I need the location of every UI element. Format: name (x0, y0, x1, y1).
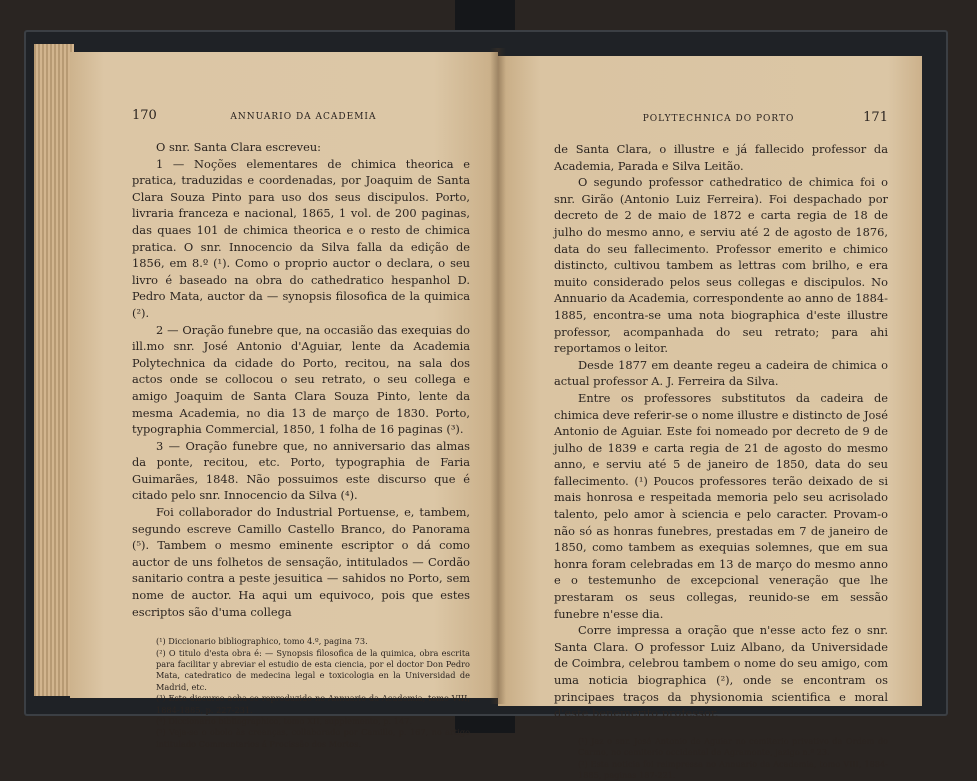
right-running-head: POLYTECHNICA DO PORTO (642, 114, 795, 124)
footnote: (⁴) Diccionario bibliographico, tomo XII, supplemento, p. 147. (156, 716, 412, 727)
paragraph: Corre impressa a oração que n'esse acto fez o snr. Santa Clara. O professor Luiz Albano, da Universidade de Coimbra, celebrou tambem o nome do seu amigo, com uma noticia biographica (²), onde se encontram os principaes traços da physionomia scientifica e moral d'este benemerito professor. (554, 623, 888, 721)
paragraph: 1 — Noções elementares de chimica theorica e pratica, traduzidas e coordenadas, por Joaquim de Santa Clara Souza Pinto para uso dos seus discipulos. Porto, livraria franceza e nacional, 1865, 1 vol. de 200 paginas, das quaes 101 de chimica theorica e o resto de chimica pratica. O snr. Innocencio da Silva falla da edição de 1856, em 8.º (¹). Como o proprio auctor o declara, o seu livro é baseado na obra do cathedratico hespanhol D. Pedro Mata, auctor da — synopsis filosofica de la quimica (²). (132, 156, 470, 320)
footnote: (²) Esta noticia foi reimpressa no Annuario da Academia, tomo VIII, 1884-1885, paginas 187-221. (578, 758, 888, 780)
paragraph: Entre os professores substitutos da cadeira de chimica deve referir-se o nome illustre e distincto de José Antonio de Aguiar. Este foi nomeado por decreto de 9 de julho de 1839 e carta regia de 21 de agosto do mesmo anno, e serviu até 5 de janeiro de 1850, data do seu fallecimento. (¹) Poucos professores terão deixado de si mais honrosa e respeitada memoria pelo seu acrisolado talento, pelo amor à sciencia e pelo caracter. Provam-o não só as honras funebres, prestadas em 7 de janeiro de 1850, como tambem as exequias solemnes, que em sua honra foram celebradas em 13 de março do mesmo anno e o testemunho de excepcional veneração que lhe prestaram os seus collegas, reunido-se em sessão funebre n'esse dia. (554, 390, 888, 621)
paragraph: Foi collaborador do Industrial Portuense, e, tambem, segundo escreve Camillo Castello Branco, do Panorama (⁵). Tambem o mesmo eminente escriptor o dá como auctor de uns folhetos de sensação, intitulados — Cordão sanitario contra a peste jesuitica — sahidos no Porto, sem nome de auctor. Ha aqui um equivoco, pois que estes escriptos são d'uma collega (132, 505, 470, 619)
paragraph: 2 — Oração funebre que, na occasião das exequias do ill.mo snr. José Antonio d'Aguiar, lente da Academia Polytechnica da cidade do Porto, recitou, na sala dos actos onde se collocou o seu retrato, o seu collega e amigo Joaquim de Santa Clara Souza Pinto, lente da mesma Academia, no dia 13 de março de 1830. Porto, typographia Commercial, 1850, 1 folha de 16 paginas (³). (132, 322, 470, 437)
page-edges (34, 44, 74, 696)
right-page-header (554, 110, 888, 125)
left-page-header (132, 108, 470, 123)
paragraph: de Santa Clara, o illustre e já fallecido professor da Academia, Parada e Silva Leitão. (554, 142, 888, 173)
right-page-body (554, 141, 888, 722)
left-running-head: ANNUARIO DA ACADEMIA (230, 112, 377, 122)
footnote: (³) Este discurso acha-se reproduzido no Annuario da Academia, tomo VIII, 1884-1885, p. 227-231. (156, 693, 470, 715)
left-page-number: 170 (132, 108, 157, 123)
footnote: (¹) Jaz o snr. José Antonio de Aguiar no cemiterio privativo da Ordem do Carmo, no cemiterio occidental de Agramonte, jazigo n.º 23. (578, 735, 888, 758)
paragraph: 3 — Oração funebre que, no anniversario das almas da ponte, recitou, etc. Porto, typographia de Faria Guimarães, 1848. Não possuimos este discurso que é citado pelo snr. Innocencio da Silva (⁴). (132, 438, 470, 503)
paragraph: O segundo professor cathedratico de chimica foi o snr. Girão (Antonio Luiz Ferreira). Foi despachado por decreto de 2 de maio de 1872 e carta regia de 18 de julho do mesmo anno, e serviu até 2 de agosto de 1876, data do seu fallecimento. Professor emerito e chimico distincto, cultivou tambem as lettras com brilho, e era muito considerado pelos seus collegas e discipulos. No Annuario da Academia, correspondente ao anno de 1884-1885, encontra-se uma nota biographica d'este illustre professor, acompanhada do seu retrato; para ahi reportamos o leitor. (554, 175, 888, 356)
right-page-number: 171 (863, 110, 888, 125)
footnote: (¹) Diccionario bibliographico, tomo 4.º, pagina 73. (156, 636, 368, 647)
paragraph: O snr. Santa Clara escreveu: (156, 140, 322, 154)
left-page (70, 52, 498, 749)
left-footnotes (132, 636, 470, 750)
footnote: (²) O titulo d'esta obra é: — Synopsis filosofica de la quimica, obra escrita para facilitar y abreviar el estudio de esta ciencia, por el doctor Don Pedro Mata, catedratico de medecina legal e toxicologia en la Universidad de Madrid, etc. (156, 647, 470, 692)
paragraph: Desde 1877 em deante regeu a cadeira de chimica o actual professor A. J. Ferreira da Silva. (554, 357, 888, 389)
right-page (498, 56, 922, 780)
book-gutter (490, 48, 506, 704)
right-footnotes (554, 736, 888, 781)
left-page-body (132, 139, 470, 620)
footnote: (⁵) Veja-se o obolo às creanças, collaborado por Camillo, p. 167, no artigo intitulado Commentarios á Procissão dos Mortos. (156, 727, 470, 749)
